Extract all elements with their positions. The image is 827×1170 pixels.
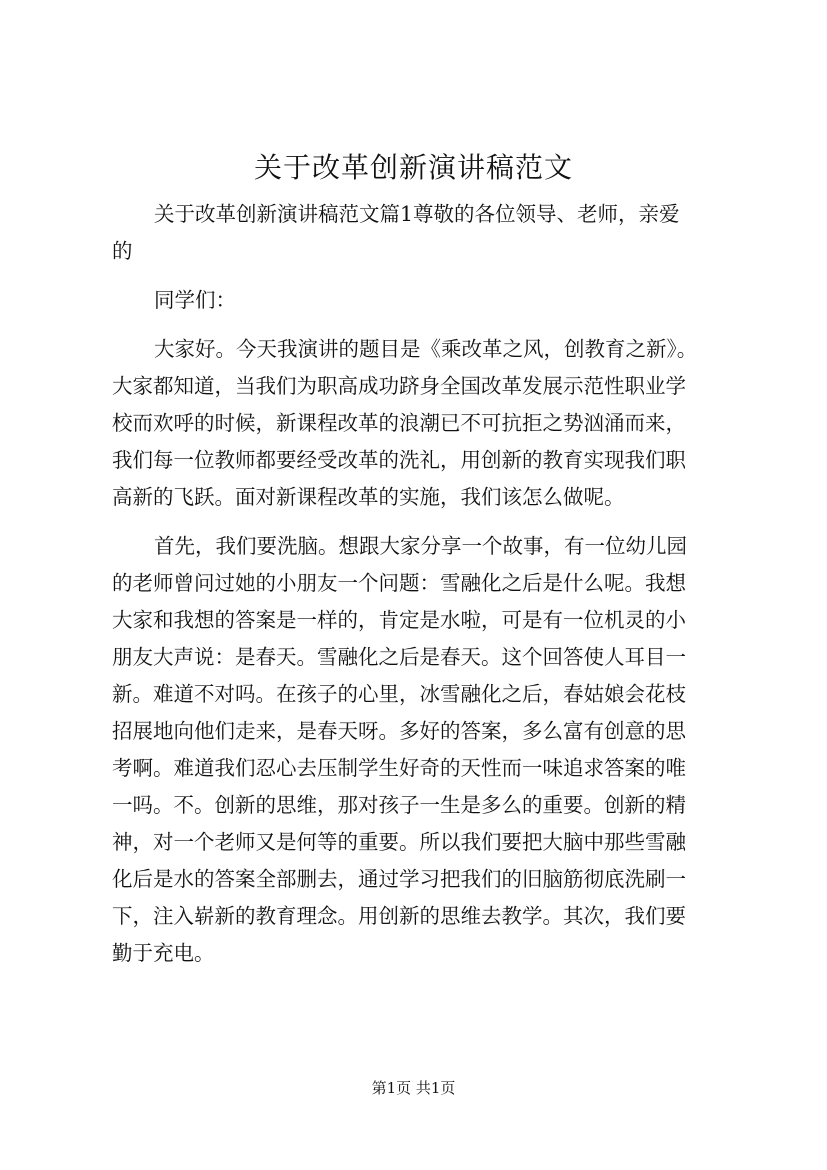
document-title: 关于改革创新演讲稿范文 — [253, 151, 573, 184]
paragraph-line: 的 — [112, 239, 133, 263]
paragraph-line: 朋友大声说：是春天。雪融化之后是春天。这个回答使人耳目一 — [112, 645, 686, 669]
paragraph-line: 勤于充电。 — [112, 941, 215, 965]
paragraph-line: 招展地向他们走来，是春天呀。多好的答案，多么富有创意的思 — [112, 719, 686, 743]
paragraph-line: 化后是水的答案全部删去，通过学习把我们的旧脑筋彻底洗刷一 — [112, 867, 686, 891]
paragraph-line: 大家和我想的答案是一样的，肯定是水啦，可是有一位机灵的小 — [112, 608, 686, 632]
paragraph-line: 校而欢呼的时候，新课程改革的浪潮已不可抗拒之势汹涌而来， — [112, 411, 686, 435]
paragraph-line: 神，对一个老师又是何等的重要。所以我们要把大脑中那些雪融 — [112, 830, 686, 854]
paragraph-line: 新。难道不对吗。在孩子的心里，冰雪融化之后，春姑娘会花枝 — [112, 682, 686, 706]
paragraph-gap — [112, 516, 724, 528]
paragraph-line: 下，注入崭新的教育理念。用创新的思维去教学。其次，我们要 — [112, 904, 686, 928]
paragraph-line: 一吗。不。创新的思维，那对孩子一生是多么的重要。创新的精 — [112, 793, 686, 817]
paragraph-line: 我们每一位教师都要经受改革的洗礼，用创新的教育实现我们职 — [112, 448, 686, 472]
document-body — [112, 196, 724, 972]
paragraph-line: 同学们： — [154, 288, 236, 312]
paragraph-line: 首先，我们要洗脑。想跟大家分享一个故事，有一位幼儿园 — [154, 534, 687, 558]
paragraph-line: 大家都知道，当我们为职高成功跻身全国改革发展示范性职业学 — [112, 374, 686, 398]
paragraph-line: 高新的飞跃。面对新课程改革的实施，我们该怎么做呢。 — [112, 485, 625, 509]
paragraph-line: 大家好。今天我演讲的题目是《乘改革之风，创教育之新》。 — [154, 337, 698, 361]
paragraph-gap — [112, 319, 724, 331]
paragraph-line: 的老师曾问过她的小朋友一个问题：雪融化之后是什么呢。我想 — [112, 571, 686, 595]
paragraph-gap — [112, 270, 724, 282]
paragraph-line: 关于改革创新演讲稿范文篇1尊敬的各位领导、老师，亲爱 — [154, 202, 680, 226]
page-footer: 第1页 共1页 — [371, 1079, 456, 1097]
paragraph-line: 考啊。难道我们忍心去压制学生好奇的天性而一味追求答案的唯 — [112, 756, 686, 780]
